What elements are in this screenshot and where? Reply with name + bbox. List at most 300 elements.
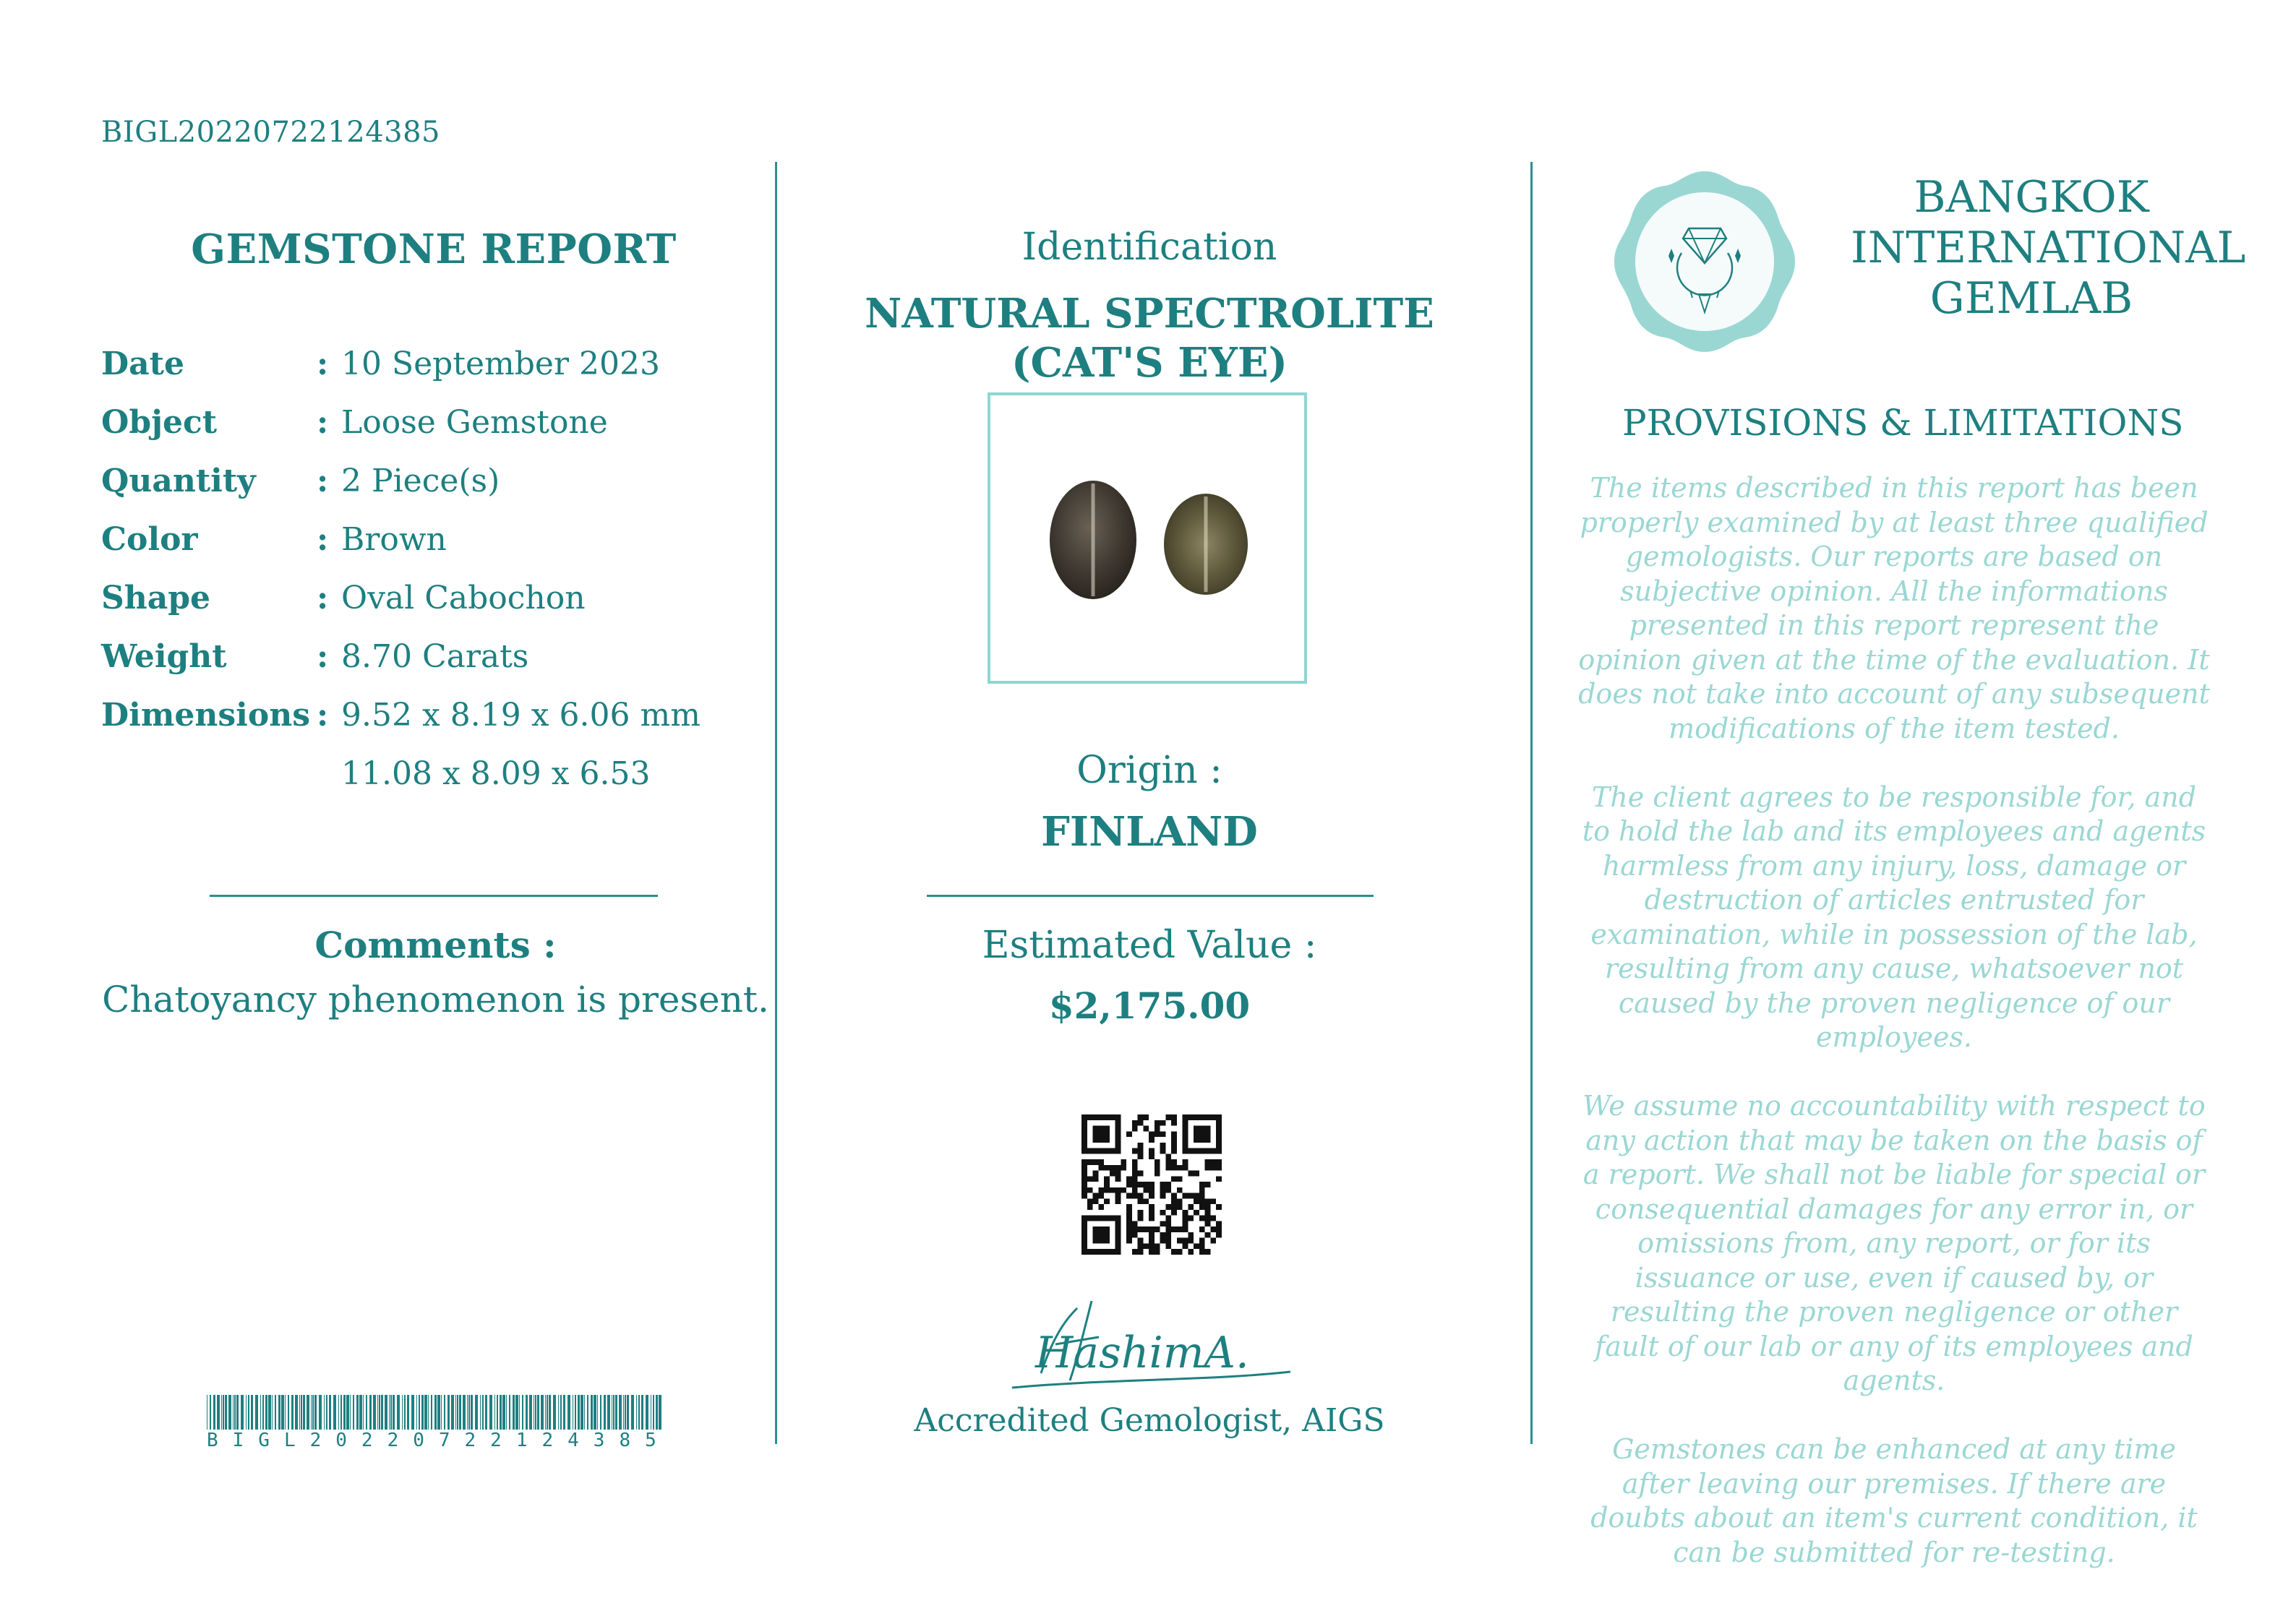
qr-module [1132, 1182, 1138, 1187]
qr-module [1171, 1193, 1177, 1199]
barcode-bar [567, 1395, 570, 1430]
barcode-bar [260, 1395, 261, 1430]
barcode-bar [597, 1395, 598, 1430]
qr-module [1138, 1182, 1144, 1187]
qr-module [1081, 1131, 1087, 1137]
qr-module [1098, 1238, 1104, 1244]
barcode-bar [553, 1395, 556, 1430]
barcode-bar [535, 1395, 536, 1430]
qr-module [1216, 1114, 1222, 1120]
barcode-bar [225, 1395, 227, 1430]
qr-module [1165, 1204, 1171, 1210]
barcode-bar [291, 1395, 294, 1430]
qr-module [1104, 1148, 1110, 1154]
qr-module [1126, 1216, 1132, 1221]
gemstone-image [990, 395, 1304, 681]
barcode-bar [311, 1395, 312, 1430]
qr-module [1149, 1148, 1155, 1154]
qr-module [1149, 1249, 1155, 1255]
qr-module [1149, 1131, 1155, 1137]
barcode-bar [434, 1395, 437, 1430]
barcode-bar [494, 1395, 495, 1430]
qr-module [1210, 1216, 1216, 1221]
identification-name [777, 289, 1522, 387]
barcode-bar [547, 1395, 548, 1430]
barcode-bar [373, 1395, 376, 1430]
field-label: Object [101, 404, 218, 441]
barcode-bar [587, 1395, 588, 1430]
qr-module [1093, 1131, 1099, 1137]
qr-module [1081, 1114, 1087, 1120]
barcode-bar [248, 1395, 249, 1430]
qr-module [1194, 1126, 1199, 1132]
qr-module [1087, 1187, 1093, 1193]
barcode-bar [489, 1395, 492, 1430]
qr-module [1165, 1232, 1171, 1238]
barcode-bar [402, 1395, 403, 1430]
qr-module [1126, 1221, 1132, 1226]
barcode-bar [233, 1395, 234, 1430]
barcode-bar [424, 1395, 427, 1430]
qr-module [1132, 1176, 1138, 1182]
barcode-bar [519, 1395, 520, 1430]
qr-module [1194, 1171, 1199, 1177]
barcode-bar [441, 1395, 442, 1430]
qr-module [1210, 1226, 1216, 1232]
qr-module [1183, 1216, 1188, 1221]
barcode-bar [467, 1395, 468, 1430]
qr-module [1121, 1159, 1126, 1165]
qr-module [1087, 1114, 1093, 1120]
qr-module [1177, 1226, 1183, 1232]
qr-module [1149, 1226, 1155, 1232]
lab-name-line-3: GEMLAB [1929, 273, 2133, 324]
qr-module [1149, 1216, 1155, 1221]
qr-module [1194, 1148, 1199, 1154]
barcode-bar [312, 1395, 314, 1430]
qr-module [1104, 1249, 1110, 1255]
lab-name-line-2: INTERNATIONAL [1851, 223, 2246, 273]
qr-module [1171, 1176, 1177, 1182]
barcode-bar [506, 1395, 507, 1430]
barcode-bar [366, 1395, 367, 1430]
qr-module [1143, 1182, 1149, 1187]
barcode-bar [428, 1395, 429, 1430]
barcode-bar [584, 1395, 585, 1430]
qr-module [1093, 1198, 1099, 1204]
qr-module [1093, 1249, 1099, 1255]
qr-module [1216, 1137, 1222, 1143]
qr-module [1081, 1238, 1087, 1244]
qr-module [1110, 1216, 1115, 1221]
qr-module [1216, 1159, 1222, 1165]
barcode-bar [578, 1395, 580, 1430]
qr-module [1210, 1159, 1216, 1165]
qr-module [1149, 1204, 1155, 1210]
origin-value: FINLAND [1041, 808, 1258, 856]
qr-module [1115, 1249, 1121, 1255]
qr-module [1199, 1148, 1205, 1154]
qr-module [1149, 1238, 1155, 1244]
qr-module [1177, 1249, 1183, 1255]
qr-module [1216, 1226, 1222, 1232]
identification-line-1: NATURAL SPECTROLITE [865, 290, 1434, 338]
barcode-bar [301, 1395, 302, 1430]
qr-module [1115, 1193, 1121, 1199]
barcode-bar [333, 1395, 336, 1430]
barcode-bar [581, 1395, 583, 1430]
field-value: Oval Cabochon [341, 580, 586, 616]
comments-text: Chatoyancy phenomenon is present. [102, 979, 769, 1021]
qr-module [1183, 1114, 1188, 1120]
barcode-bar [326, 1395, 327, 1430]
barcode-bar [526, 1395, 528, 1430]
qr-module [1098, 1131, 1104, 1137]
barcode-bar [340, 1395, 342, 1430]
barcode-bar [480, 1395, 481, 1430]
qr-module [1087, 1176, 1093, 1182]
barcode-bar [353, 1395, 354, 1430]
qr-module [1132, 1187, 1138, 1193]
barcode-bar [463, 1395, 466, 1430]
qr-module [1216, 1120, 1222, 1126]
field-value: 8.70 Carats [341, 638, 529, 675]
qr-module [1132, 1232, 1138, 1238]
qr-module [1104, 1114, 1110, 1120]
qr-module [1132, 1126, 1138, 1132]
qr-module [1199, 1238, 1205, 1244]
qr-module [1138, 1249, 1144, 1255]
qr-module [1098, 1204, 1104, 1210]
qr-module [1138, 1238, 1144, 1244]
field-label: Dimensions [101, 697, 311, 734]
barcode-bar [241, 1395, 244, 1430]
barcode-bar [509, 1395, 510, 1430]
qr-module [1199, 1126, 1205, 1132]
barcode-bar [303, 1395, 305, 1430]
qr-module [1126, 1238, 1132, 1244]
qr-code [1081, 1114, 1222, 1255]
qr-module [1104, 1226, 1110, 1232]
barcode-bar [278, 1395, 280, 1430]
qr-module [1165, 1187, 1171, 1193]
qr-module [1104, 1198, 1110, 1204]
qr-module [1126, 1226, 1132, 1232]
barcode-bar [607, 1395, 610, 1430]
qr-module [1205, 1126, 1211, 1132]
gemstone-photo [988, 392, 1307, 684]
qr-module [1205, 1159, 1211, 1165]
qr-module [1160, 1232, 1166, 1238]
barcode-bar [604, 1395, 606, 1430]
identification-label: Identification [1021, 225, 1277, 269]
qr-module [1115, 1198, 1121, 1204]
qr-module [1171, 1204, 1177, 1210]
qr-module [1110, 1187, 1115, 1193]
qr-module [1132, 1193, 1138, 1199]
qr-module [1081, 1249, 1087, 1255]
qr-module [1205, 1137, 1211, 1143]
barcode-bar [350, 1395, 351, 1430]
qr-module [1081, 1232, 1087, 1238]
qr-module [1143, 1198, 1149, 1204]
barcode-bar [307, 1395, 309, 1430]
barcode-bar [379, 1395, 380, 1430]
barcode-bar [314, 1395, 317, 1430]
barcode-bar [381, 1395, 383, 1430]
provisions-paragraph: The items described in this report has been properly examined by at least three qualified gemologists. Our reports are based on subjective opinion. All the informations presented in this report represent the opinion given at the time of the evaluation. It does not take into account of any subsequent modifications of the item tested. [1578, 472, 2210, 744]
barcode-bar [457, 1395, 458, 1430]
barcode-bar [431, 1395, 432, 1430]
qr-module [1138, 1153, 1144, 1159]
comments-title: Comments : [314, 924, 557, 966]
barcode-bar [221, 1395, 222, 1430]
field-value: 9.52 x 8.19 x 6.06 mm [341, 697, 701, 734]
value-divider [927, 895, 1374, 897]
barcode-bar [268, 1395, 271, 1430]
right-column-divider [1530, 162, 1533, 1444]
qr-module [1110, 1114, 1115, 1120]
qr-module [1205, 1131, 1211, 1137]
qr-module [1188, 1171, 1194, 1177]
qr-module [1160, 1131, 1166, 1137]
field-value: 2 Piece(s) [341, 463, 500, 499]
qr-module [1081, 1171, 1087, 1177]
qr-module [1087, 1159, 1093, 1165]
qr-module [1115, 1148, 1121, 1154]
qr-module [1093, 1232, 1099, 1238]
qr-module [1210, 1238, 1216, 1244]
comments-divider [210, 895, 658, 897]
barcode-bar [522, 1395, 523, 1430]
field-colon: : [317, 697, 329, 734]
qr-module [1143, 1114, 1149, 1120]
barcode-bar [251, 1395, 253, 1430]
qr-module [1155, 1249, 1160, 1255]
qr-module [1216, 1221, 1222, 1226]
qr-module [1160, 1210, 1166, 1216]
qr-module [1199, 1193, 1205, 1199]
qr-module [1183, 1165, 1188, 1171]
qr-module [1115, 1176, 1121, 1182]
barcode-bar [600, 1395, 601, 1430]
qr-module [1205, 1148, 1211, 1154]
qr-module [1098, 1126, 1104, 1132]
barcode-bar [659, 1395, 661, 1430]
qr-module [1171, 1143, 1177, 1148]
barcode-bar [541, 1395, 544, 1430]
barcode-bar [653, 1395, 654, 1430]
field-label: Date [101, 345, 184, 382]
barcode-bar [393, 1395, 395, 1430]
field-colon: : [317, 463, 329, 499]
qr-module [1183, 1210, 1188, 1216]
qr-module [1132, 1171, 1138, 1177]
qr-module [1104, 1182, 1110, 1187]
qr-module [1098, 1159, 1104, 1165]
field-colon: : [317, 521, 329, 558]
qr-module [1081, 1148, 1087, 1154]
qr-module [1104, 1131, 1110, 1137]
qr-module [1093, 1171, 1099, 1177]
qr-module [1205, 1249, 1211, 1255]
qr-module [1126, 1193, 1132, 1199]
barcode-bar [513, 1395, 515, 1430]
qr-module [1188, 1193, 1194, 1199]
qr-module [1115, 1137, 1121, 1143]
barcode-bar [502, 1395, 505, 1430]
qr-module [1205, 1198, 1211, 1204]
field-label: Color [101, 521, 198, 558]
qr-module [1121, 1165, 1126, 1171]
barcode-bar [389, 1395, 390, 1430]
qr-module [1098, 1249, 1104, 1255]
qr-module [1155, 1159, 1160, 1165]
qr-module [1110, 1171, 1115, 1177]
barcode-bar [444, 1395, 445, 1430]
barcode-bar [437, 1395, 440, 1430]
qr-module [1081, 1193, 1087, 1199]
barcode-bar [455, 1395, 456, 1430]
qr-module [1199, 1249, 1205, 1255]
qr-module [1216, 1232, 1222, 1238]
qr-module [1165, 1114, 1171, 1120]
qr-module [1171, 1165, 1177, 1171]
qr-module [1165, 1238, 1171, 1244]
barcode-bar [545, 1395, 546, 1430]
barcode-bar [246, 1395, 247, 1430]
qr-module [1138, 1143, 1144, 1148]
qr-module [1183, 1143, 1188, 1148]
qr-module [1115, 1226, 1121, 1232]
qr-module [1199, 1243, 1205, 1249]
qr-module [1093, 1159, 1099, 1165]
barcode-bar [228, 1395, 231, 1430]
qr-module [1160, 1238, 1166, 1244]
field-value: Brown [341, 521, 447, 558]
qr-module [1132, 1221, 1138, 1226]
qr-module [1110, 1148, 1115, 1154]
qr-module [1165, 1165, 1171, 1171]
qr-module [1121, 1187, 1126, 1193]
qr-module [1160, 1193, 1166, 1199]
barcode-bar [262, 1395, 264, 1430]
barcode-bar [359, 1395, 362, 1430]
qr-module [1205, 1204, 1211, 1210]
qr-module [1188, 1204, 1194, 1210]
field-value: 10 September 2023 [341, 345, 660, 382]
qr-module [1171, 1198, 1177, 1204]
barcode-bar [210, 1395, 211, 1430]
qr-module [1104, 1187, 1110, 1193]
qr-module [1138, 1114, 1144, 1120]
qr-module [1138, 1193, 1144, 1199]
barcode-bar [482, 1395, 484, 1430]
report-title: GEMSTONE REPORT [191, 225, 677, 273]
barcode-bar [390, 1395, 392, 1430]
barcode-bar [213, 1395, 215, 1430]
barcode-bar [558, 1395, 559, 1430]
barcode-bar [451, 1395, 454, 1430]
qr-module [1216, 1131, 1222, 1137]
qr-module [1155, 1120, 1160, 1126]
qr-module [1115, 1221, 1121, 1226]
qr-module [1132, 1226, 1138, 1232]
barcode-bar [468, 1395, 470, 1430]
qr-module [1081, 1165, 1087, 1171]
qr-module [1165, 1182, 1171, 1187]
qr-module [1081, 1182, 1087, 1187]
qr-module [1216, 1176, 1222, 1182]
barcode-bar [223, 1395, 224, 1430]
qr-module [1177, 1165, 1183, 1171]
qr-module [1087, 1249, 1093, 1255]
qr-module [1143, 1243, 1149, 1249]
estimated-value-amount: $2,175.00 [1048, 984, 1251, 1027]
qr-module [1081, 1226, 1087, 1232]
barcode-bar [615, 1395, 617, 1430]
qr-module [1183, 1137, 1188, 1143]
qr-module [1126, 1210, 1132, 1216]
qr-module [1098, 1137, 1104, 1143]
qr-module [1155, 1226, 1160, 1232]
qr-module [1199, 1187, 1205, 1193]
qr-module [1126, 1232, 1132, 1238]
qr-module [1188, 1238, 1194, 1244]
qr-module [1104, 1137, 1110, 1143]
field-colon: : [317, 638, 329, 675]
qr-module [1115, 1238, 1121, 1244]
qr-module [1199, 1137, 1205, 1143]
qr-module [1149, 1243, 1155, 1249]
barcode-bar [636, 1395, 637, 1430]
field-value: Loose Gemstone [341, 404, 608, 441]
qr-module [1126, 1131, 1132, 1137]
qr-module [1165, 1159, 1171, 1165]
barcode-bar [343, 1395, 346, 1430]
qr-module [1183, 1226, 1188, 1232]
qr-module [1183, 1126, 1188, 1132]
qr-module [1098, 1114, 1104, 1120]
qr-module [1098, 1165, 1104, 1171]
qr-module [1188, 1232, 1194, 1238]
qr-module [1205, 1232, 1211, 1238]
qr-module [1098, 1187, 1104, 1193]
barcode-bar [369, 1395, 372, 1430]
qr-module [1155, 1243, 1160, 1249]
qr-module [1177, 1176, 1183, 1182]
qr-module [1081, 1216, 1087, 1221]
barcode-bar [560, 1395, 562, 1430]
gemologist-title: Accredited Gemologist, AIGS [914, 1402, 1385, 1439]
barcode-bar [623, 1395, 624, 1430]
barcode-bar [656, 1395, 658, 1430]
barcode-bar [575, 1395, 576, 1430]
qr-module [1183, 1238, 1188, 1244]
qr-module [1155, 1131, 1160, 1137]
qr-module [1155, 1171, 1160, 1177]
qr-module [1104, 1176, 1110, 1182]
qr-module [1171, 1120, 1177, 1126]
qr-module [1183, 1148, 1188, 1154]
qr-module [1138, 1210, 1144, 1216]
field-label: Shape [101, 580, 211, 616]
qr-module [1171, 1148, 1177, 1154]
qr-module [1183, 1221, 1188, 1226]
qr-module [1138, 1171, 1144, 1177]
origin-label: Origin : [1076, 749, 1222, 792]
qr-module [1188, 1249, 1194, 1255]
